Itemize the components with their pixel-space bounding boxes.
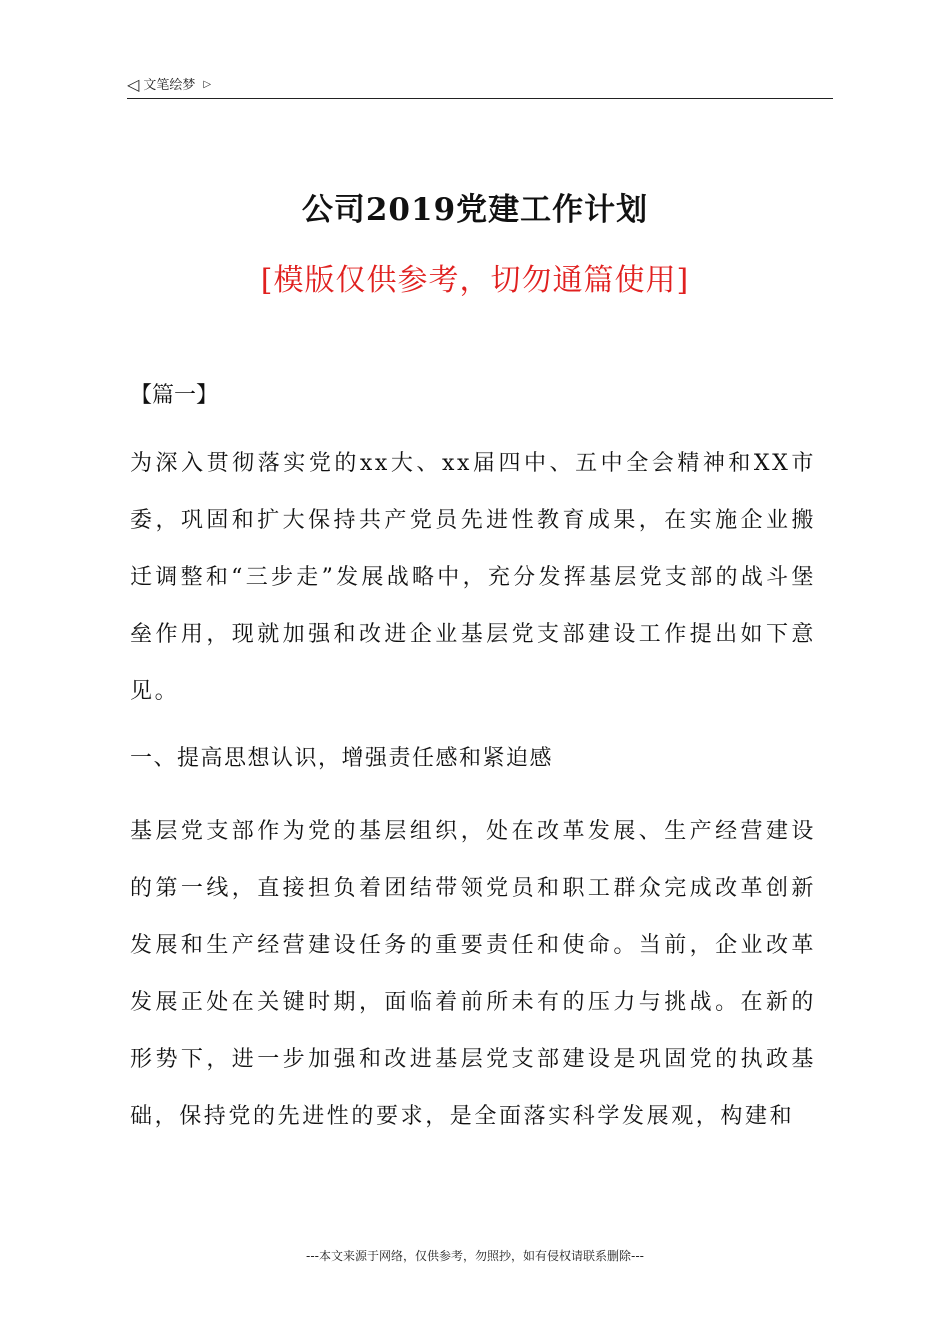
heading-one: 一、提高思想认识，增强责任感和紧迫感 xyxy=(130,746,554,771)
section-label: 【篇一】 xyxy=(130,383,219,408)
page-header xyxy=(127,72,833,99)
document-title: 公司2019党建工作计划 xyxy=(301,192,649,228)
triangle-right-icon: ▷ xyxy=(203,79,212,90)
paragraph-intro: 为深入贯彻落实党的xx大、xx届四中、五中全会精神和XX市委，巩固和扩大保持共产党员先进性教育成果，在实施企业搬迁调整和“三步走”发展战略中，充分发挥基层党支部的战斗堡垒作用，现就加强和改进企业基层党支部建设工作提出如下意见。 xyxy=(130,451,816,704)
paragraph-body: 基层党支部作为党的基层组织，处在改革发展、生产经营建设的第一线，直接担负着团结带领党员和职工群众完成改革创新发展和生产经营建设任务的重要责任和使命。当前，企业改革发展正处在关键时期，面临着前所未有的压力与挑战。在新的形势下，进一步加强和改进基层党支部建设是巩固党的执政基础，保持党的先进性的要求，是全面落实科学发展观，构建和 xyxy=(130,819,816,1129)
document-subtitle: [模版仅供参考，切勿通篇使用] xyxy=(260,263,690,298)
brand-name: 文笔绘梦 xyxy=(143,78,196,93)
footer-disclaimer: ---本文来源于网络，仅供参考，勿照抄，如有侵权请联系删除--- xyxy=(306,1249,644,1263)
triangle-left-icon: ◁ xyxy=(127,75,140,94)
header-brand xyxy=(127,74,211,94)
